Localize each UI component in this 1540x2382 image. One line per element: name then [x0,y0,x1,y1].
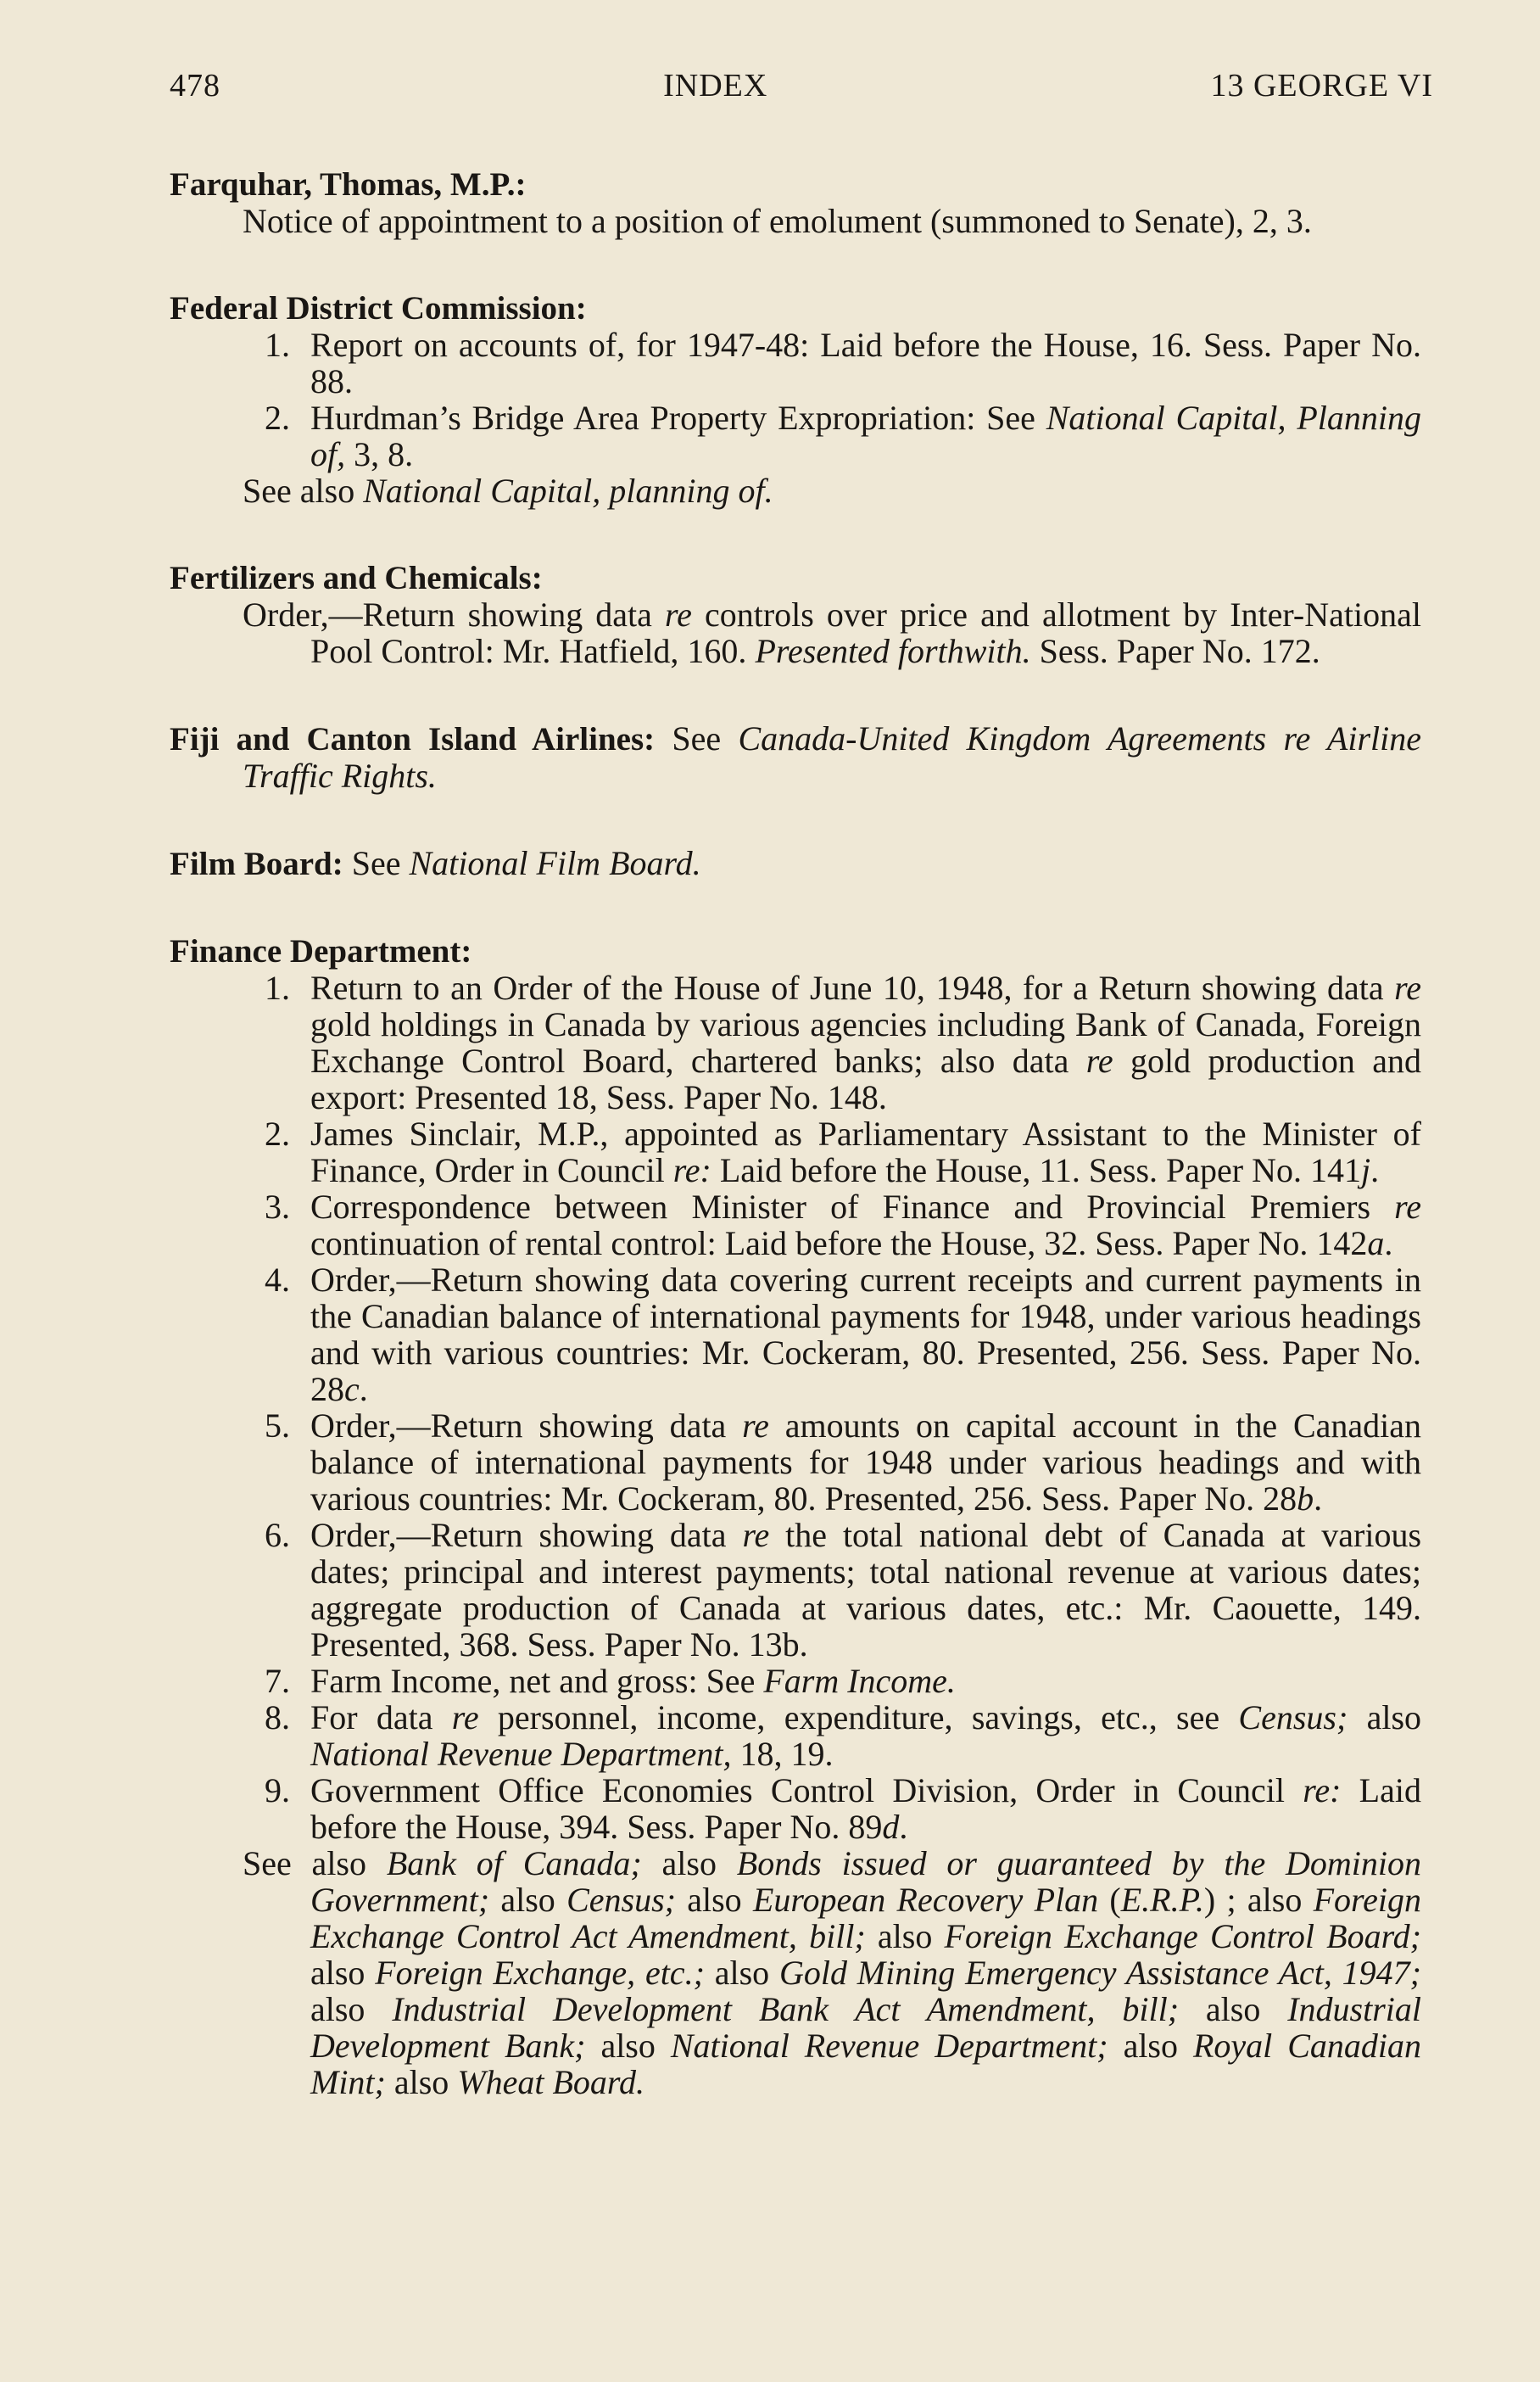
see-also-text: also [310,1954,376,1992]
see-also: See also National Capital, planning of. [243,472,773,510]
entry-item: 2. Hurdman’s Bridge Area Property Expropriation: See National Capital, Planning of, 3, 8. [243,400,1421,472]
item-number: 1. [265,969,290,1007]
cross-reference: Census; [566,1881,676,1919]
entry-item: 2. James Sinclair, M.P., appointed as Parliamentary Assistant to the Minister of Finance, Order in Council re: Laid before the House, 11. Sess. Paper No. 141j. [243,1116,1421,1188]
see-also-text: also [641,1844,737,1882]
entry-text: Notice of appointment to a position of emolument (summoned to Senate), 2, 3. [243,202,1312,240]
cross-reference: National Revenue Department; [670,2027,1108,2065]
see-also [243,1845,1421,2100]
cross-reference: Bonds issued or guaranteed by the Dominion Government; [310,1844,1422,1919]
volume-label: 13 GEORGE VI [1210,68,1433,103]
cross-reference: Industrial Development Bank Act Amendment, bill; [392,1990,1180,2028]
index-entry-federal-district-commission [170,290,1421,509]
index-entry-finance-department [170,933,1421,2100]
entry-text: Fiji and Canton Island Airlines: See Canada-United Kingdom Agreements re Airline Traffic Rights. [170,719,1421,795]
cross-reference: Industrial Development Bank; [310,1990,1422,2065]
entry-item: 3. Correspondence between Minister of Finance and Provincial Premiers re continuation of rental control: Laid before the House, 32. Sess. Paper No. 142a. [243,1188,1421,1261]
item-number: 1. [265,326,290,364]
see-also-text: also [1108,2027,1193,2065]
entry-body [170,203,1421,239]
see-also-text: also [489,1881,567,1919]
see-also-text: also [675,1881,753,1919]
entry-item: 9. Government Office Economies Control Division, Order in Council re: Laid before the House, 394. Sess. Paper No. 89d. [243,1772,1421,1845]
see-also-text: also [865,1917,945,1955]
see-also-text: also [1179,1990,1288,2028]
index-entry-film-board [170,845,1421,882]
entry-item: 1. Return to an Order of the House of June 10, 1948, for a Return showing data re gold holdings in Canada by various agencies including Bank of Canada, Foreign Exchange Control Board, chartered banks; also data re gold production and export: Presented 18, Sess. Paper No. 148. [243,970,1421,1116]
item-number: 6. [265,1516,290,1554]
entry-heading: Fiji and Canton Island Airlines: [170,721,656,758]
item-number: 7. [265,1662,290,1700]
entry-item [243,327,1421,400]
index-entry-farquhar [170,166,1421,239]
cross-reference: European Recovery Plan [752,1881,1099,1919]
see-also-text: also [385,2063,458,2101]
page-number: 478 [170,68,220,103]
cross-reference: Foreign Exchange Control Act Amendment, bill; [310,1881,1422,1955]
entry-item: 7. Farm Income, net and gross: See Farm Income. [243,1663,1421,1699]
see-also-text: also [585,2027,671,2065]
item-number: 8. [265,1698,290,1736]
cross-reference: Foreign Exchange Control Board; [944,1917,1421,1955]
cross-reference: Bank of Canada; [386,1844,642,1882]
entry-item: 8. For data re personnel, income, expenditure, savings, etc., see Census; also National Revenue Department, 18, 19. [243,1699,1421,1772]
entry-heading: Film Board: [170,846,343,882]
running-head [170,68,1433,115]
cross-reference: E.R.P. [1120,1881,1204,1919]
cross-reference: Wheat Board. [457,2063,645,2101]
item-text: Report on accounts of, for 1947-48: Laid before the House, 16. Sess. Paper No. 88. [310,326,1421,400]
entry-body [170,596,1421,669]
item-number: 2. [265,1115,290,1153]
entry-heading: Fertilizers and Chemicals: [170,560,543,596]
entry-heading: Finance Department: [170,933,472,970]
entry-body [170,327,1421,509]
item-number: 3. [265,1188,290,1226]
entry-text: Order,—Return showing data re controls over price and allotment by Inter-National Pool Control: Mr. Hatfield, 160. Presented forthwith. Sess. Paper No. 172. [243,596,1421,670]
entry-item: 5. Order,—Return showing data re amounts on capital account in the Canadian balance of international payments for 1948 under various headings and with various countries: Mr. Cockeram, 80. Presented, 256. Sess. Paper No. 28b. [243,1407,1421,1517]
cross-reference: Gold Mining Emergency Assistance Act, 1947; [778,1954,1422,1992]
entry-body [170,970,1421,2100]
cross-reference: Foreign Exchange, etc.; [375,1954,705,1992]
see-also-text: ( [1098,1881,1121,1919]
page-title: INDEX [663,68,768,103]
entry-text: Film Board: See National Film Board. [170,844,701,882]
item-number: 9. [265,1771,290,1809]
item-number: 5. [265,1406,290,1445]
see-also-text: also [704,1954,779,1992]
item-number: 4. [265,1261,290,1299]
entry-heading: Farquhar, Thomas, M.P.: [170,166,527,203]
item-number: 2. [265,399,290,437]
entry-item: 6. Order,—Return showing data re the total national debt of Canada at various dates; principal and interest payments; total national revenue at various dates; aggregate production of Canada at various dates, etc.: Mr. Caouette, 149. Presented, 368. Sess. Paper No. 13b. [243,1517,1421,1663]
see-also-text: See also [243,1844,387,1882]
entry-item: 4. Order,—Return showing data covering current receipts and current payments in the Canadian balance of international payments for 1948, under various headings and with various countries: Mr. Cockeram, 80. Presented, 256. Sess. Paper No. 28c. [243,1261,1421,1407]
see-also-text: also [310,1990,393,2028]
index-entry-fiji [170,720,1421,794]
cross-reference: Royal Canadian Mint; [310,2027,1421,2101]
index-entry-fertilizers [170,560,1421,669]
see-also-text: ) ; also [1203,1881,1314,1919]
entry-heading: Federal District Commission: [170,290,587,327]
